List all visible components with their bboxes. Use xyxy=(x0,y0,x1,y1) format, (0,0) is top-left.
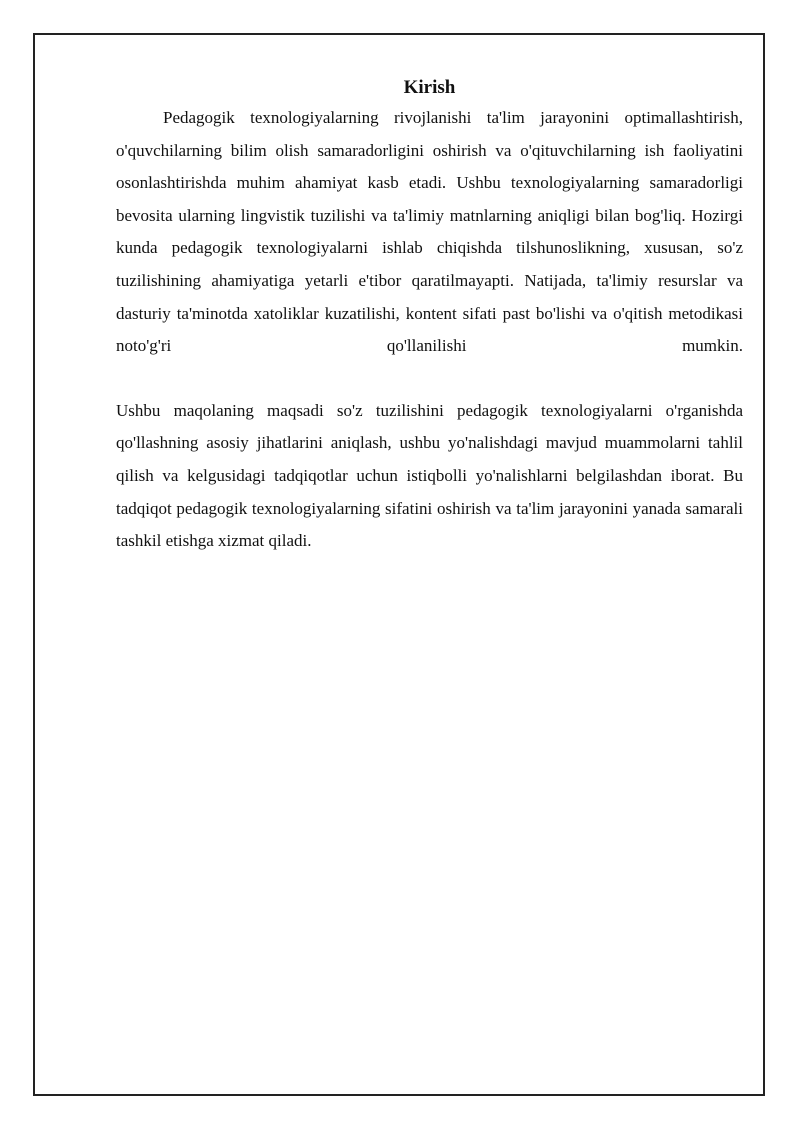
aim-paragraph: Ushbu maqolaning maqsadi so'z tuzilishini pedagogik texnologiyalarni o'rganishda qo'llashning asosiy jihatlarini aniqlash, ushbu yo'nalishdagi mavjud muammolarni tahlil qilish va kelgusidagi tadqiqotlar uchun istiqbolli yo'nalishlarni belgilashdan iborat. Bu tadqiqot pedagogik texnologiyalarning sifatini oshirish va ta'lim jarayonini yanada samarali tashkil etishga xizmat qiladi. xyxy=(116,400,743,551)
paragraph-spacer xyxy=(116,363,743,395)
document-body xyxy=(116,74,743,558)
section-title: Kirish xyxy=(403,77,456,98)
intro-paragraph: Pedagogik texnologiyalarning rivojlanishi ta'lim jarayonini optimallashtirish, o'quvchilarning bilim olish samaradorligini oshirish va o'qituvchilarning ish faoliyatini osonlashtirishda muhim ahamiyat kasb etadi. Ushbu texnologiyalarning samaradorligi bevosita ularning lingvistik tuzilishi va ta'limiy matnlarning aniqligi bilan bog'liq. Hozirgi kunda pedagogik texnologiyalarni ishlab chiqishda tilshunoslikning, xususan, so'z tuzilishining ahamiyatiga yetarli e'tibor qaratilmayapti. Natijada, ta'limiy resurslar va dasturiy ta'minotda xatoliklar kuzatilishi, kontent sifati past bo'lishi va o'qitish metodikasi noto'g'ri qo'llanilishi mumkin. xyxy=(116,108,743,356)
